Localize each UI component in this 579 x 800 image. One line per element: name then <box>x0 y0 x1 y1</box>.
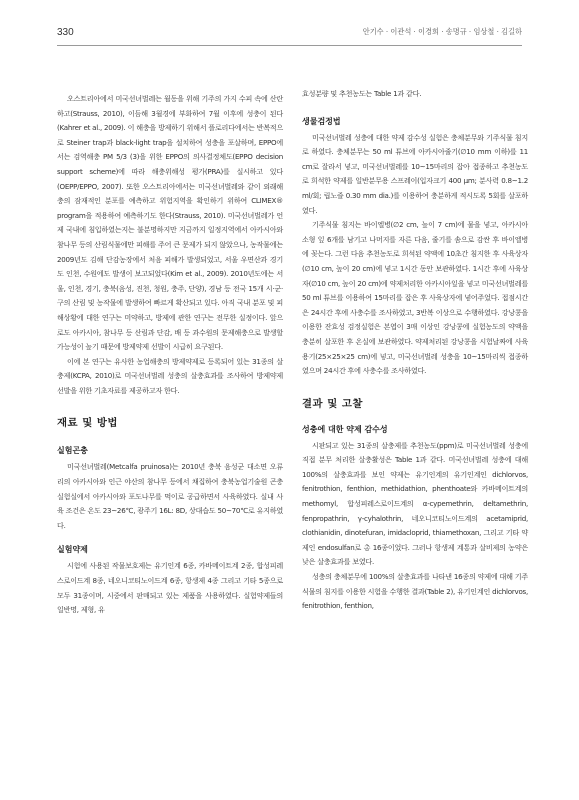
header-rule <box>57 45 522 46</box>
intro-paragraph-2: 이에 본 연구는 유사한 농업해충의 방제약제로 등록되어 있는 31종의 살충제(KCPA, 2010)로 미국선녀벌레 성충의 살충효과를 조사하여 방제약제 선발을 위한 기초자료를 제공하고자 한다. <box>57 356 283 395</box>
susceptibility-heading: 성충에 대한 약제 감수성 <box>302 424 388 434</box>
results-paragraph-1: 시판되고 있는 31종의 살충제를 추천농도(ppm)로 미국선녀벌레 성충에 직접 분무 처리한 살충활성은 Table 1과 같다. 미국선녀벌레 성충에 대해 100%의 살충효과를 보인 약제는 유기인계의 유기인계인 dichlorvos, fenitrothion, fenthion, methidathion, phenthoate와 카바메이트계의 methomyl, 합성피레스로이드계의 α-cypemethrin, deltamethrin, fenpropathrin, γ-cyhalothrin, 네오니코티노이드계의 acetamiprid, clothianidin, dinotefuran, imidacloprid, thiamethoxan, 그리고 기타 약제인 endosulfan로 총 16종이었다. 그러나 항생제 계통과 살비제의 농약은 낮은 살충효과를 보였다. <box>302 440 528 567</box>
bioassay-paragraph-2: 기주식물 침지는 바이엘병(∅2 cm, 높이 7 cm)에 물을 넣고, 아카시아 소형 잎 6개를 남기고 나머지를 자른 다음, 줄기를 솜으로 감싼 후 바이엘병에 꽂는다. 그런 다음 추천농도로 희석된 약액에 10초간 침지한 후 사육상자(∅10 cm, 높이 20 cm)에 넣고 1시간 동안 보관하였다. 1시간 후에 사육상자(∅10 cm, 높이 20 cm)에 약제처리한 아카시아잎을 넣고 미국선녀벌레를 50 ml 튜브를 이용하여 15마리를 잡은 후 사육상자에 넣어주었다. 접점시간은 24시간 후에 사충수를 조사하였고, 3반복 이상으로 수행하였다. 강낭콩을 이용한 잔효성 검정실험은 본엽이 3매 이상인 강낭콩에 실험농도의 약액을 충분히 살포한 후 온실에 보관하였다. 약제처리된 강낭콩을 시험날짜에 사육용기(25×25×25 cm)에 넣고, 미국선녀벌레 성충을 10~15마리씩 접종하였으며 24시간 후에 사충수를 조사하였다. <box>302 220 528 376</box>
bioassay-heading: 생물검정법 <box>302 116 341 126</box>
intro-paragraph-1: 오스트리아에서 미국선녀벌레는 월동을 위해 기주의 가지 수피 속에 산란하고(Strauss, 2010), 이듬해 3월경에 부화하여 7월 이후에 성충이 된다(Kahrer et al., 2009). 이 해충을 방제하기 위해서 플로리다에서는 반복적으로 Steiner trap과 black-light trap을 설치하여 성충을 포살하며, EPPO에서는 검역해충 PM 5/3 (3)을 위한 EPPO의 의사결정체도(EPPO decision support scheme)에 따라 해충위해성 평가(PRA)를 실시하고 있다(OEPP/EPPO, 2007). 또한 오스트리아에서는 미국선녀벌레와 같이 외래해충의 잠재적인 분포를 예측하고 위험지역을 확인하기 위하여 CLIMEX® program을 적용하여 예측하기도 한다(Strauss, 2010). 미국선녀벌레가 언제 국내에 침입하였는지는 불분명하지만 지금까지 일정지역에서 아카시아와 참나무 등의 산림식물에만 피해를 주어 큰 문제가 되지 않았으나, 농작물에는 2009년도 김해 단감농장에서 처음 피해가 발생되었고, 서울 우면산과 경기도 인천, 수원에도 발생이 보고되었다(Kim et al., 2009). 2010년도에는 서울, 인천, 경기, 충북(음성, 진천, 청원, 충주, 단양), 경남 등 전국 15개 시·군·구의 산림 및 농작물에 발생하여 빠르게 확산되고 있다. 아직 국내 분포 및 피해상황에 대한 연구는 미약하고, 방제에 관한 연구는 전무한 실정이다. 앞으로도 아카시아, 참나무 등 산림과 단감, 배 등 과수원의 문제해충으로 발생할 가능성이 높기 때문에 방제약제 선발이 시급히 요구된다. <box>57 94 283 352</box>
running-authors: 안기수 · 이관석 · 이경희 · 송명규 · 임상철 · 김길하 <box>362 27 522 36</box>
continued-paragraph: 효성분량 및 추천농도는 Table 1과 같다. <box>302 89 422 98</box>
results-heading: 결과 및 고찰 <box>302 397 363 410</box>
right-column <box>302 87 528 614</box>
chemicals-paragraph: 시험에 사용된 작물보호제는 유기인계 6종, 카바메이트계 2종, 합성피레스로이드계 8종, 네오니코티노이드계 6종, 항생제 4종 그리고 기타 5종으로 모두 31종이며, 시중에서 판매되고 있는 제품을 사용하였다. 실험약제들의 일반명, 제형, 유 <box>57 561 283 615</box>
insects-paragraph: 미국선녀벌레(Metcalfa pruinosa)는 2010년 충북 음성군 대소면 오류리의 아카시아와 인근 야산의 참나무 등에서 채집하여 충북농업기술원 곤충실험실에서 아카시아와 포도나무를 먹이로 공급하면서 사육하였다. 실내 사육 조건은 온도 23~26℃, 광주기 16L: 8D, 상대습도 50~70℃로 유지하였다. <box>57 462 283 530</box>
chemicals-heading: 실험약제 <box>57 545 88 555</box>
left-column <box>57 92 283 618</box>
methods-heading: 재료 및 방법 <box>57 417 118 430</box>
results-paragraph-2: 성충의 충체분무에 100%의 살충효과를 나타낸 16종의 약제에 대해 기주식물의 침지를 이용한 시험을 수행한 결과(Table 2), 유기인계인 dichlorvos, fenitrothion, fenthion, <box>302 572 528 611</box>
insects-heading: 실험곤충 <box>57 446 88 456</box>
page-number: 330 <box>57 27 74 38</box>
bioassay-paragraph-1: 미국선녀벌레 성충에 대한 약제 감수성 실험은 충체분무와 기주식물 침지로 하였다. 충체분무는 50 ml 튜브에 아카시아줄기(∅10 mm 이하)를 11 cm로 잘라서 넣고, 미국선녀벌레를 10~15마리의 잡아 접종하고 추천농도로 희석한 약제를 일반분무용 스프레이(입자크기 400 μm; 분사력 0.8~1.2 ml/회; 립노즐 0.30 mm dia.)를 이용하여 충분하게 적시도록 5회를 살포하였다. <box>302 132 528 215</box>
page-header <box>57 27 522 47</box>
